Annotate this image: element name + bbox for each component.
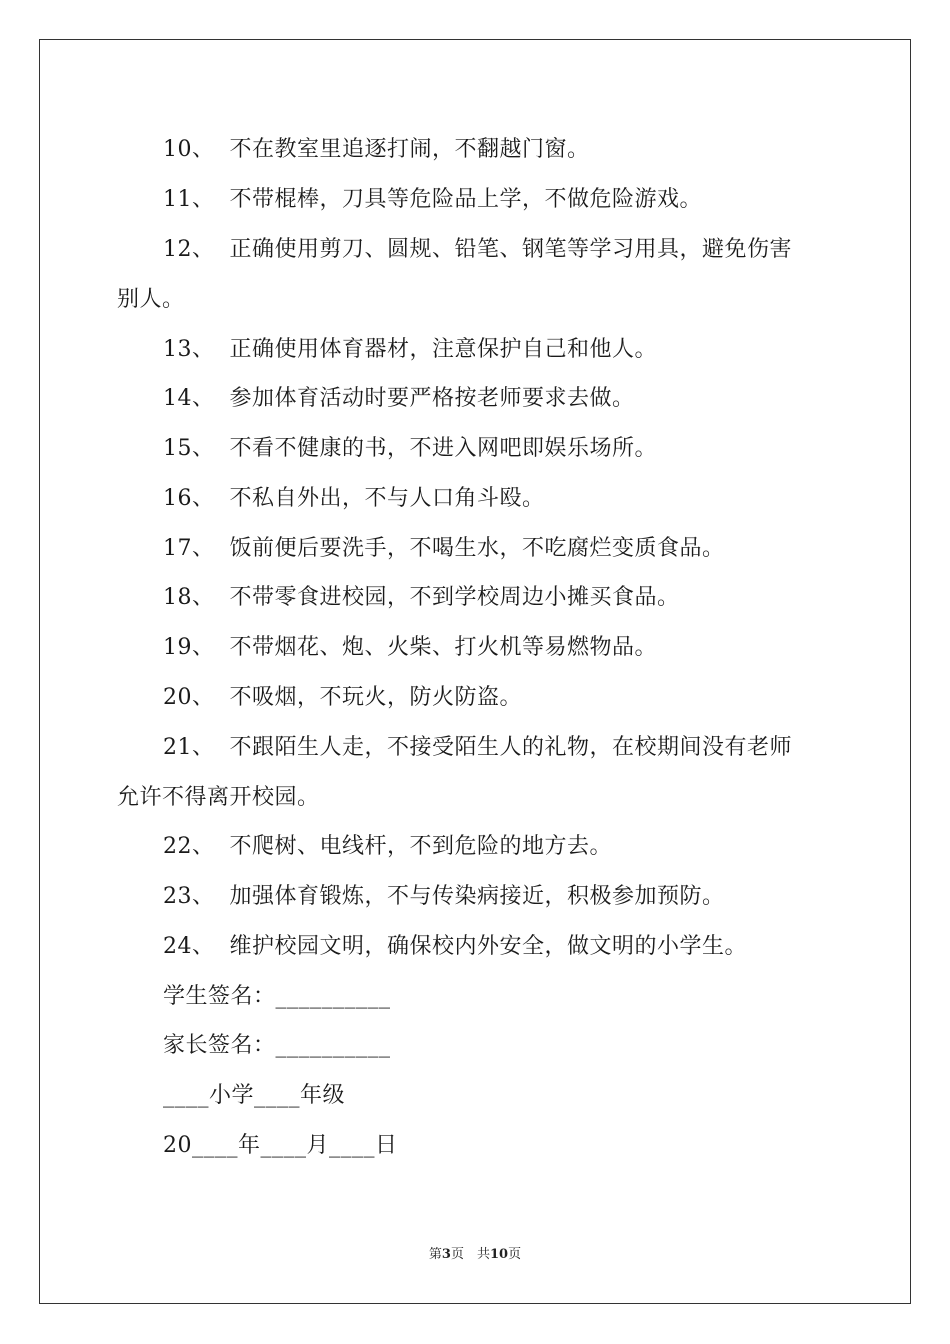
item-text: 正确使用体育器材，注意保护自己和他人。 xyxy=(229,337,658,362)
page-current: 3 xyxy=(441,1247,451,1262)
item-text-continued: 允许不得离开校园。 xyxy=(117,785,320,810)
item-text: 饭前便后要洗手，不喝生水，不吃腐烂变质食品。 xyxy=(229,536,725,561)
parent-signature-line: 家长签名：__________ xyxy=(163,1033,391,1058)
page-footer xyxy=(0,1246,950,1264)
item-text: 加强体育锻炼，不与传染病接近，积极参加预防。 xyxy=(229,884,725,909)
item-number: 14、 xyxy=(163,386,215,411)
item-number: 16、 xyxy=(163,486,215,511)
item-text: 不带棍棒，刀具等危险品上学，不做危险游戏。 xyxy=(229,187,703,212)
item-number: 10、 xyxy=(163,137,215,162)
item-number: 24、 xyxy=(163,934,215,959)
item-text: 不在教室里追逐打闹，不翻越门窗。 xyxy=(229,137,590,162)
item-text: 不吸烟，不玩火，防火防盗。 xyxy=(229,685,523,710)
item-number: 15、 xyxy=(163,436,215,461)
page-total: 10 xyxy=(489,1247,509,1262)
item-text: 参加体育活动时要严格按老师要求去做。 xyxy=(229,386,635,411)
date-line: 20____年____月____日 xyxy=(163,1133,398,1158)
list-item xyxy=(163,933,883,961)
list-item xyxy=(163,136,883,164)
item-number: 23、 xyxy=(163,884,215,909)
item-number: 17、 xyxy=(163,536,215,561)
item-number: 21、 xyxy=(163,735,215,760)
item-text: 不看不健康的书，不进入网吧即娱乐场所。 xyxy=(229,436,658,461)
list-item xyxy=(163,684,883,712)
page-border xyxy=(39,39,911,1304)
list-item xyxy=(163,535,883,563)
item-number: 11、 xyxy=(163,187,215,212)
list-item xyxy=(163,883,883,911)
item-text: 正确使用剪刀、圆规、铅笔、钢笔等学习用具，避免伤害 xyxy=(229,237,793,262)
item-text: 不带烟花、炮、火柴、打火机等易燃物品。 xyxy=(229,635,658,660)
list-item xyxy=(163,435,883,463)
page-mid: 页 共 xyxy=(450,1247,490,1262)
student-signature-line: 学生签名：__________ xyxy=(163,984,391,1009)
list-item xyxy=(163,584,883,612)
item-number: 18、 xyxy=(163,585,215,610)
item-number: 12、 xyxy=(163,237,215,262)
list-item xyxy=(163,336,883,364)
list-item-continuation xyxy=(117,784,837,812)
list-item xyxy=(163,385,883,413)
item-text: 不跟陌生人走，不接受陌生人的礼物，在校期间没有老师 xyxy=(229,735,793,760)
list-item xyxy=(163,236,883,264)
item-text: 不带零食进校园，不到学校周边小摊买食品。 xyxy=(229,585,680,610)
school-grade-line: ____小学____年级 xyxy=(163,1083,346,1108)
item-number: 19、 xyxy=(163,635,215,660)
page-prefix: 第 xyxy=(428,1247,442,1262)
list-item xyxy=(163,485,883,513)
item-text-continued: 别人。 xyxy=(117,287,185,312)
item-number: 13、 xyxy=(163,337,215,362)
list-item-continuation xyxy=(117,286,837,314)
item-number: 22、 xyxy=(163,834,215,859)
item-text: 维护校园文明，确保校内外安全，做文明的小学生。 xyxy=(229,934,748,959)
item-number: 20、 xyxy=(163,685,215,710)
page-suffix: 页 xyxy=(508,1247,522,1262)
list-item xyxy=(163,634,883,662)
item-text: 不私自外出，不与人口角斗殴。 xyxy=(229,486,545,511)
list-item xyxy=(163,186,883,214)
list-item xyxy=(163,833,883,861)
item-text: 不爬树、电线杆，不到危险的地方去。 xyxy=(229,834,613,859)
list-item xyxy=(163,734,883,762)
